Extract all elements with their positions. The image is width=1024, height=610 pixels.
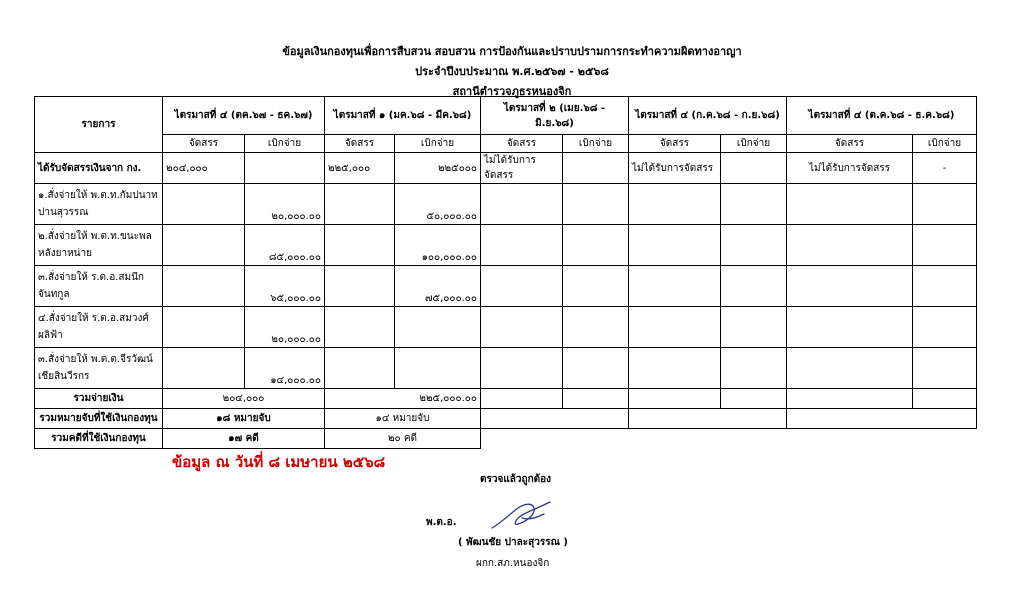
payee-cell — [35, 348, 163, 389]
payee-cell — [35, 184, 163, 225]
payee-line: ๒.สั่งจ่ายให้ พ.ต.ท.ขนะพล — [38, 231, 152, 242]
spend-cell: ๑๔,๐๐๐.๐๐ — [245, 348, 325, 389]
table-row — [35, 184, 977, 225]
payee-line: จันทกูล — [38, 289, 70, 300]
total-spend-q1: ๒๒๕,๐๐๐.๐๐ — [325, 389, 481, 409]
warrants-row — [35, 409, 977, 429]
received-label: ได้รับจัดสรรเงินจาก กง. — [35, 153, 163, 184]
spend-cell: ๒๐,๐๐๐.๐๐ — [245, 307, 325, 348]
spend-cell: ๕๐,๐๐๐.๐๐ — [395, 184, 481, 225]
handwritten-signature — [488, 496, 558, 536]
received-cell — [563, 153, 629, 184]
spend-subheader: เบิกจ่าย — [395, 135, 481, 153]
quarter-header: ไตรมาสที่ ๑ (มค.๖๘ - มีค.๖๘) — [325, 97, 481, 135]
cases-label: รวมคดีที่ใช้เงินกองทุน — [35, 429, 163, 449]
received-cell — [245, 153, 325, 184]
payee-line: ผลิฟ้า — [38, 330, 63, 341]
received-cell: ไม่ได้รับการจัดสรร — [481, 153, 563, 184]
spend-cell: ๘๕,๐๐๐.๐๐ — [245, 225, 325, 266]
spend-cell: ๑๐๐,๐๐๐.๐๐ — [395, 225, 481, 266]
alloc-subheader: จัดสรร — [629, 135, 721, 153]
table-row — [35, 307, 977, 348]
alloc-subheader: จัดสรร — [325, 135, 395, 153]
spend-subheader: เบิกจ่าย — [913, 135, 977, 153]
payee-cell — [35, 225, 163, 266]
document-title: ข้อมูลเงินกองทุนเพื่อการสืบสวน สอบสวน การป้องกันและปราบปรามการกระทำความผิดทางอาญา — [282, 45, 742, 58]
received-cell: ไม่ได้รับการจัดสรร — [629, 153, 721, 184]
payee-line: หลังยาหน่าย — [38, 248, 92, 259]
total-spend-q4: ๒๐๔,๐๐๐ — [163, 389, 325, 409]
cases-q1: ๒๐ คดี — [325, 429, 481, 449]
spend-subheader: เบิกจ่าย — [245, 135, 325, 153]
fund-table — [34, 96, 977, 449]
spend-subheader: เบิกจ่าย — [721, 135, 787, 153]
quarter-header: ไตรมาสที่ ๔ (ต.ค.๖๘ - ธ.ค.๖๘) — [787, 97, 977, 135]
table-row — [35, 266, 977, 307]
payee-line: ๓.สั่งจ่ายให้ ร.ต.อ.สมนึก — [38, 272, 144, 283]
payee-line: ๓.สั่งจ่ายให้ พ.ต.ต.จีรวัฒน์ — [38, 354, 153, 365]
quarter-header: ไตรมาสที่ ๔ (ก.ค.๖๘ - ก.ย.๖๘) — [629, 97, 787, 135]
spend-subheader: เบิกจ่าย — [563, 135, 629, 153]
warrants-q1: ๑๔ หมายจับ — [325, 409, 481, 429]
spend-cell: ๖๕,๐๐๐.๐๐ — [245, 266, 325, 307]
quarter-header: ไตรมาสที่ ๔ (ตค.๖๗ - ธค.๖๗) — [163, 97, 325, 135]
received-cell: ไม่ได้รับการจัดสรร — [787, 153, 913, 184]
received-cell: ๒๒๕,๐๐๐ — [325, 153, 395, 184]
total-spend-label: รวมจ่ายเงิน — [35, 389, 163, 409]
received-cell: ๒๒๕๐๐๐ — [395, 153, 481, 184]
alloc-subheader: จัดสรร — [481, 135, 563, 153]
as-of-date: ข้อมูล ณ วันที่ ๘ เมษายน ๒๕๖๘ — [172, 453, 386, 471]
table-row — [35, 348, 977, 389]
payee-line: ปานสุวรรณ — [38, 207, 89, 218]
payee-cell — [35, 266, 163, 307]
signer-position: ผกก.สภ.หนองจิก — [476, 558, 550, 569]
spend-cell — [395, 307, 481, 348]
alloc-subheader: จัดสรร — [163, 135, 245, 153]
quarter-header: ไตรมาสที่ ๒ (เมย.๖๘ - มิ.ย.๖๘) — [481, 97, 629, 135]
spend-cell: ๗๕,๐๐๐.๐๐ — [395, 266, 481, 307]
payee-cell — [35, 307, 163, 348]
cases-row — [35, 429, 977, 449]
received-row — [35, 153, 977, 184]
cases-q4: ๑๗ คดี — [163, 429, 325, 449]
alloc-subheader: จัดสรร — [787, 135, 913, 153]
received-cell: ๒๐๔,๐๐๐ — [163, 153, 245, 184]
signer-rank: พ.ต.อ. — [426, 517, 457, 528]
signer-name: ( พัฒนชัย ปาละสุวรรณ ) — [458, 537, 568, 548]
warrants-label: รวมหมายจับที่ใช้เงินกองทุน — [35, 409, 163, 429]
received-cell — [721, 153, 787, 184]
warrants-q4: ๑๘ หมายจับ — [163, 409, 325, 429]
document-subtitle: ประจำปีงบประมาณ พ.ศ.๒๕๖๗ - ๒๕๖๘ — [415, 65, 609, 78]
table-row — [35, 225, 977, 266]
spend-cell — [395, 348, 481, 389]
payee-line: ๑.สั่งจ่ายให้ พ.ต.ท.กัมปนาท — [38, 190, 158, 201]
received-cell: - — [913, 153, 977, 184]
station-name: สถานีตำรวจภูธรหนองจิก — [452, 85, 572, 98]
item-header: รายการ — [35, 97, 163, 153]
spend-cell: ๒๐,๐๐๐.๐๐ — [245, 184, 325, 225]
total-spend-row — [35, 389, 977, 409]
payee-line: ๔.สั่งจ่ายให้ ร.ต.อ.สมวงศ์ — [38, 313, 149, 324]
verified-text: ตรวจแล้วถูกต้อง — [480, 474, 552, 485]
payee-line: เชียสินวีรกร — [38, 371, 90, 382]
